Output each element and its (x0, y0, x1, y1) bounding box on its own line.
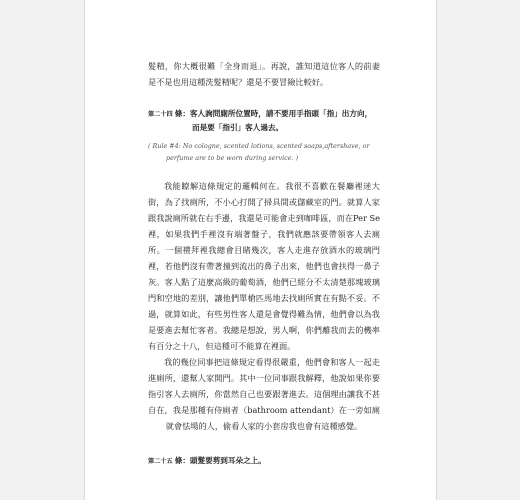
rule-24-line1: 條：客人詢問廁所位置時，請不要用手指頭「指」出方向， (174, 109, 373, 118)
rule-24-line2: 而是要「指引」客人過去。 (192, 123, 284, 132)
rule-24-number: 第二十四 (148, 111, 173, 118)
page-content (148, 58, 380, 468)
rule-25-number: 第二十五 (148, 458, 173, 465)
intro-paragraph: 髮精，你大概很難「全身而退」。再說，誰知道這位客人的前妻是不是也用這種洗髮精呢？還是不要冒險比較好。 (148, 61, 380, 87)
rule-24-heading (148, 107, 380, 134)
book-page (84, 0, 437, 500)
body-paragraph-1: 我能瞭解這條規定的邏輯何在。我很不喜歡在餐廳裡迷大街，為了找廁所，不小心打開了掃具間或儲藏室的門。就算人家跟我說廁所就在右手邊，我還是可能會走到咖啡區，而在Per Se裡，如果我們手裡沒有端著盤子，我們就應該要帶領客人去廁所。一個禮拜裡我總會目睹幾次，客人走進存放酒水的玻璃門裡，若他們沒有帶著撞到流出的鼻子出來，他們也會扶得一鼻子灰。客人點了這麼高級的葡萄酒，他們已經分不太清楚那塊玻璃門和空地的差別，讓他們單槍匹馬地去找廁所實在有點不妥。不過，就算如此，有些男性客人還是會覺得難為情，他們會以為我是要進去幫忙客者。我總是想說，男人啊，你們離我而去的機率有百分之十八，但這種可不能算在裡面。 (148, 181, 380, 351)
rule-note-line2: perfume are to be worn during service. ) (166, 154, 299, 162)
rule-25-text: 條：頭髮要剪到耳朵之上。 (174, 456, 266, 465)
rule-25-heading (148, 454, 380, 468)
body-paragraph-2: 我的幾位同事把這條規定看得很嚴重，他們會和客人一起走進廁所，還幫人家開門。其中一位同事跟我解釋，他說如果你要指引客人去廁所，你當然自己也要跟著進去。這個理由讓我不甚自在，我是那種有侍廁者（bathroom attendant）在一旁如廁就會怯場的人，偷看人家的小套房我也會有這種感覺。 (148, 357, 380, 431)
rule-note-line1: ( Rule #4: No cologne, scented lotions, scented soaps,aftershave, or (148, 142, 370, 150)
rule-note (148, 140, 380, 164)
